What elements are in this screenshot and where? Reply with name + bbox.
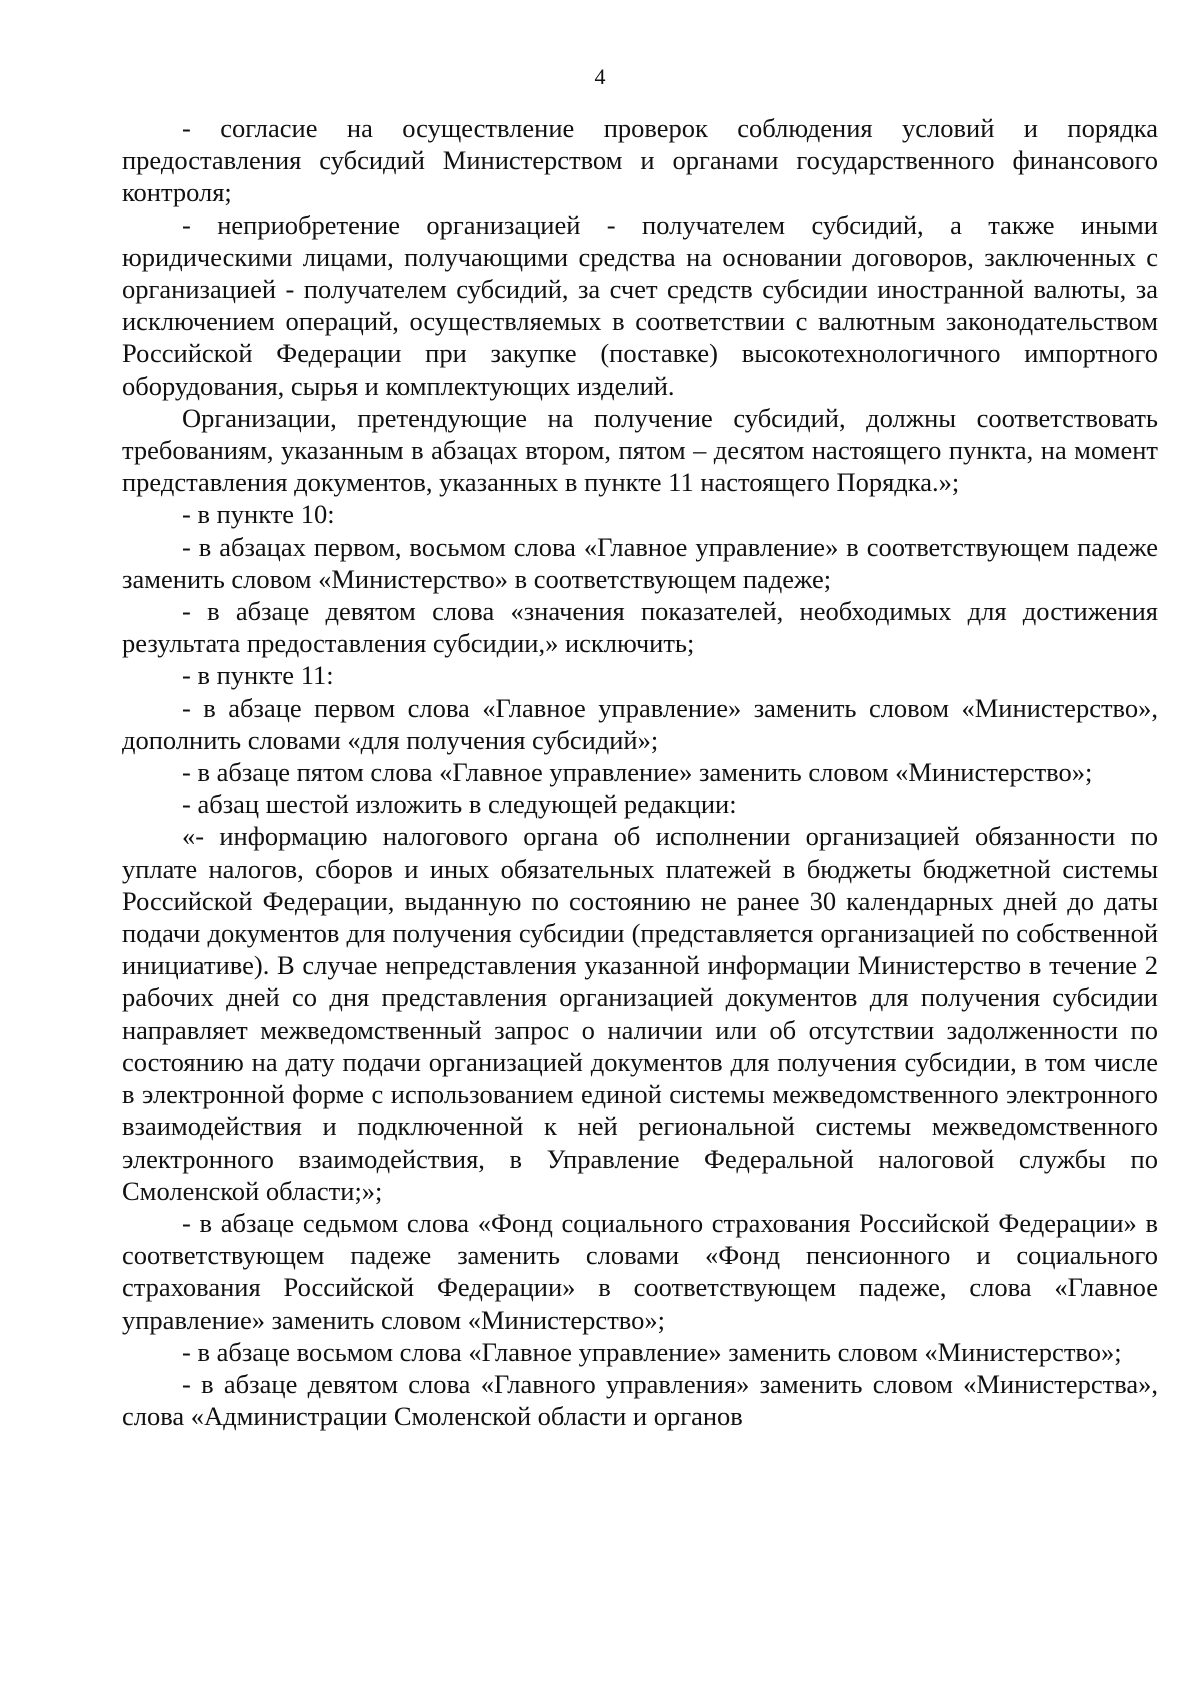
paragraph: - в абзацах первом, восьмом слова «Главное управление» в соответствующем падеже заменить словом «Министерство» в соответствующем падеже; <box>122 531 1158 594</box>
paragraph: - в абзаце девятом слова «Главного управления» заменить словом «Министерства», слова «Администрации Смоленской области и органов <box>122 1368 1158 1432</box>
paragraph: - в абзаце пятом слова «Главное управление» заменить словом «Министерство»; <box>182 757 1093 788</box>
paragraph: - в пункте 10: <box>182 499 335 530</box>
paragraph: «- информацию налогового органа об исполнении организацией обязанности по уплате налогов, сборов и иных обязательных платежей в бюджеты бюджетной системы Российской Федерации, выданную по состоянию не ранее 30 календарных дней до даты подачи документов для получения субсидии (представляется организацией по собственной инициативе). В случае непредставления указанной информации Министерство в течение 2 рабочих дней со дня представления организацией документов для получения субсидии направляет межведомственный запрос о наличии или об отсутствии задолженности по состоянию на дату подачи организацией документов для получения субсидии, в том числе в электронной форме с использованием единой системы межведомственного электронного взаимодействия и подключенной к ней региональной системы межведомственного электронного взаимодействия, в Управление Федеральной налоговой службы по Смоленской области;»; <box>122 821 1158 1206</box>
paragraph: - неприобретение организацией - получателем субсидий, а также иными юридическими лицами, получающими средства на основании договоров, заключенных с организацией - получателем субсидий, за счет средств субсидии иностранной валюты, за исключением операций, осуществляемых в соответствии с валютным законодательством Российской Федерации при закупке (поставке) высокотехнологичного импортного оборудования, сырья и комплектующих изделий. <box>122 209 1158 401</box>
paragraph: Организации, претендующие на получение субсидий, должны соответствовать требованиям, указанным в абзацах втором, пятом – десятом настоящего пункта, на момент представления документов, указанных в пункте 11 настоящего Порядка.»; <box>122 402 1158 498</box>
paragraph: - в абзаце восьмом слова «Главное управление» заменить словом «Министерство»; <box>182 1336 1122 1367</box>
page-number: 4 <box>594 64 606 89</box>
document-body <box>122 112 1158 1432</box>
paragraph: - абзац шестой изложить в следующей редакции: <box>182 789 737 820</box>
paragraph: - в пункте 11: <box>182 660 334 691</box>
paragraph: - согласие на осуществление проверок соблюдения условий и порядка предоставления субсидий Министерством и органами государственного финансового контроля; <box>122 113 1158 208</box>
paragraph: - в абзаце девятом слова «значения показателей, необходимых для достижения результата предоставления субсидии,» исключить; <box>122 596 1158 659</box>
paragraph: - в абзаце седьмом слова «Фонд социального страхования Российской Федерации» в соответствующем падеже заменить словами «Фонд пенсионного и социального страхования Российской Федерации» в соответствующем падеже, слова «Главное управление» заменить словом «Министерство»; <box>122 1207 1158 1335</box>
paragraph: - в абзаце первом слова «Главное управление» заменить словом «Министерство», дополнить словами «для получения субсидий»; <box>122 692 1158 755</box>
